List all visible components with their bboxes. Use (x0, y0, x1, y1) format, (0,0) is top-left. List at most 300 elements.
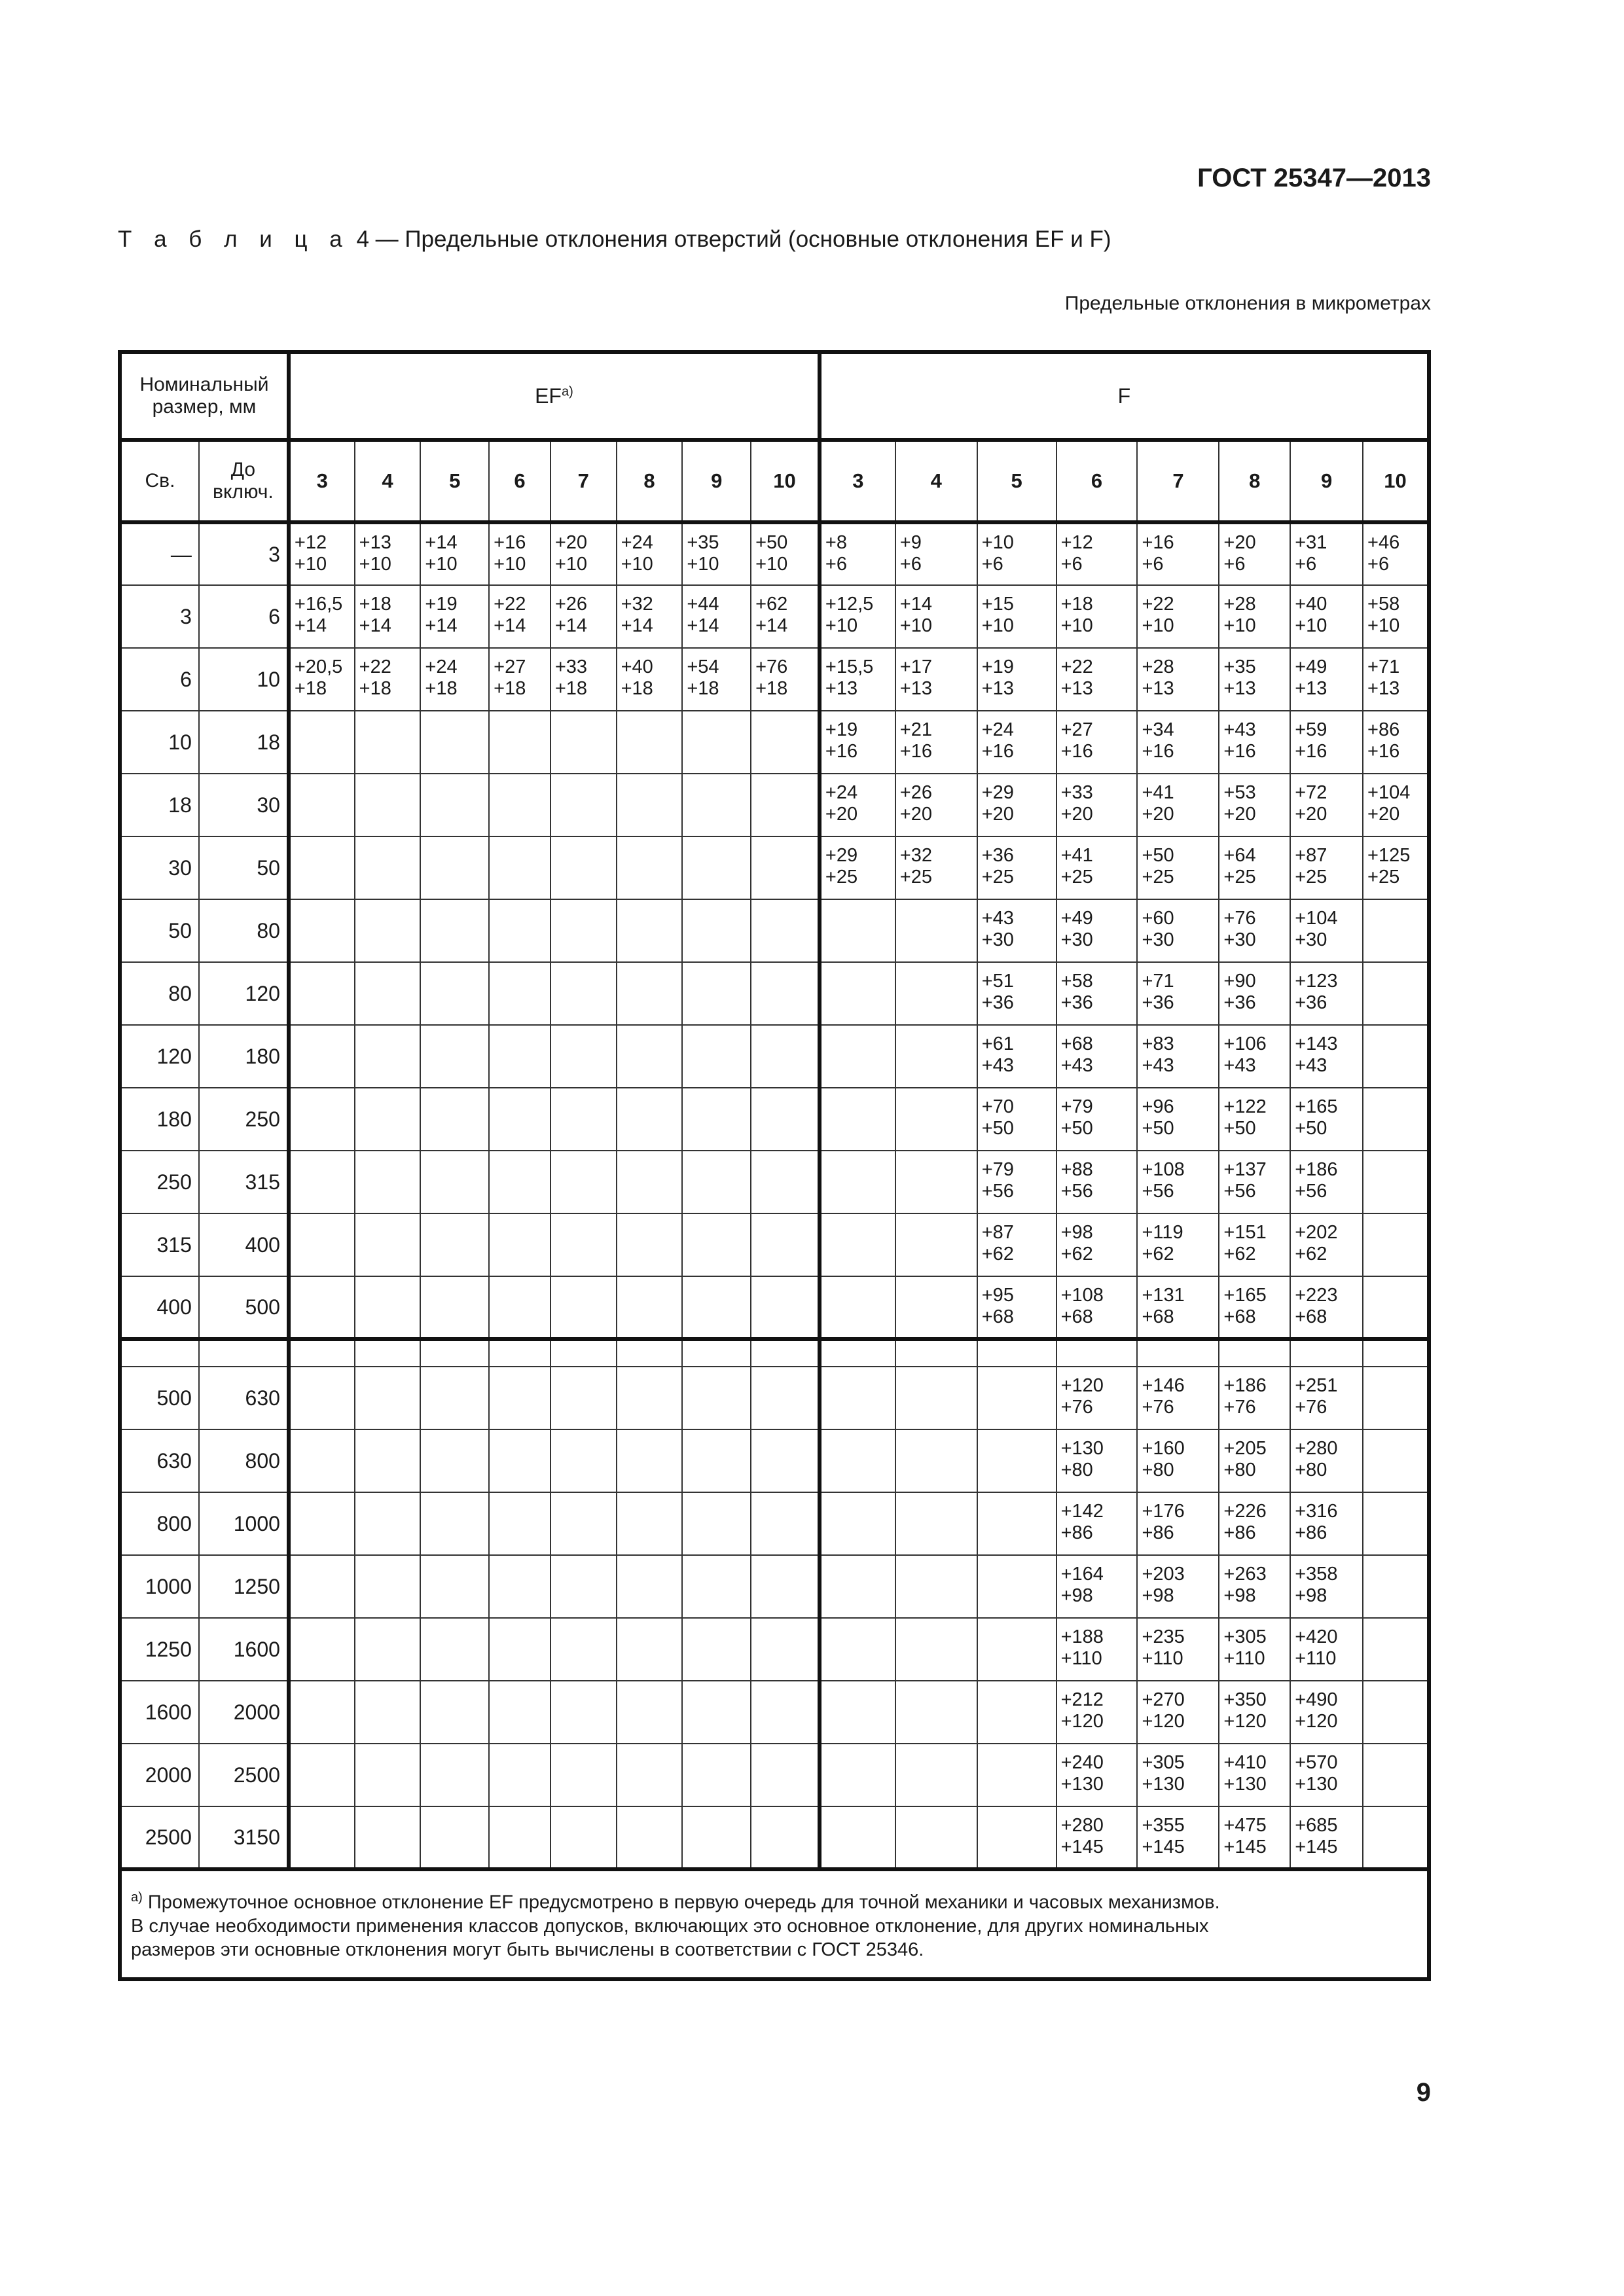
lower-deviation: +18 (359, 678, 391, 699)
lower-deviation: +18 (494, 678, 526, 699)
lower-deviation: +120 (1223, 1711, 1267, 1732)
lower-deviation: +20 (1295, 804, 1327, 825)
table-row (120, 774, 1429, 836)
f-value-cell (1137, 1618, 1219, 1681)
lower-deviation: +14 (687, 615, 719, 636)
ef-value-cell (751, 1555, 820, 1618)
table-row (120, 1744, 1429, 1806)
lower-deviation: +10 (1223, 615, 1256, 636)
lower-deviation: +62 (1142, 1244, 1174, 1265)
size-over-cell: 1000 (120, 1555, 199, 1618)
upper-deviation: +88 (1060, 1159, 1093, 1180)
lower-deviation: +36 (1060, 992, 1093, 1013)
f-value-cell (1363, 585, 1429, 648)
upper-deviation: +41 (1060, 845, 1093, 866)
f-value-cell (1219, 1555, 1290, 1618)
table-row (120, 899, 1429, 962)
ef-value-cell (289, 522, 355, 585)
upper-deviation: +43 (981, 908, 1014, 929)
f-value-cell (1219, 899, 1290, 962)
ef-value-cell (550, 1276, 617, 1339)
ef-value-cell (751, 1367, 820, 1429)
upper-deviation: +104 (1367, 782, 1411, 803)
ef-value-cell (489, 1213, 550, 1276)
ef-value-cell (355, 774, 421, 836)
table-separator-cell (355, 1339, 421, 1367)
f-value-cell (977, 711, 1056, 774)
lower-deviation: +68 (1223, 1306, 1256, 1327)
upper-deviation: +18 (1060, 594, 1093, 615)
f-value-cell (895, 1618, 977, 1681)
size-over-cell: 10 (120, 711, 199, 774)
footnote-mark: а) (131, 1890, 143, 1905)
upper-deviation: +58 (1367, 594, 1400, 615)
f-value-cell (1363, 1744, 1429, 1806)
size-upto-cell: 10 (199, 648, 289, 711)
lower-deviation: +20 (1223, 804, 1256, 825)
ef-value-cell (550, 711, 617, 774)
ef-value-cell (289, 1681, 355, 1744)
lower-deviation: +43 (1223, 1055, 1256, 1076)
upper-deviation: +33 (554, 656, 588, 677)
upper-deviation: +15,5 (825, 656, 874, 677)
ef-value-cell (420, 1555, 489, 1618)
ef-value-cell (355, 1618, 421, 1681)
lower-deviation: +50 (981, 1118, 1014, 1139)
table-separator-cell (1056, 1339, 1138, 1367)
f-value-cell (1056, 648, 1138, 711)
upper-deviation: +32 (899, 845, 932, 866)
size-over-cell: 50 (120, 899, 199, 962)
ef-value-cell (682, 1213, 751, 1276)
f-value-cell (1137, 1492, 1219, 1555)
table-separator-cell (617, 1339, 683, 1367)
upper-deviation: +22 (1060, 656, 1093, 677)
upper-deviation: +125 (1367, 845, 1411, 866)
upper-deviation: +76 (755, 656, 788, 677)
table-row (120, 1806, 1429, 1869)
ef-value-cell (617, 1429, 683, 1492)
upper-deviation: +54 (687, 656, 719, 677)
size-over-cell: 630 (120, 1429, 199, 1492)
f-value-cell (977, 522, 1056, 585)
f-value-cell (895, 1429, 977, 1492)
size-over-cell: 500 (120, 1367, 199, 1429)
f-value-cell (820, 1151, 895, 1213)
lower-deviation: +10 (359, 554, 391, 575)
upper-deviation: +186 (1223, 1375, 1267, 1396)
upper-deviation: +19 (425, 594, 458, 615)
f-value-cell (1219, 648, 1290, 711)
ef-value-cell (682, 1025, 751, 1088)
f-value-cell (1363, 1618, 1429, 1681)
table-row (120, 1088, 1429, 1151)
ef-value-cell (682, 585, 751, 648)
ef-value-cell (289, 585, 355, 648)
f-value-cell (1056, 899, 1138, 962)
upper-deviation: +64 (1223, 845, 1256, 866)
f-value-cell (1056, 962, 1138, 1025)
f-value-cell (820, 1806, 895, 1869)
table-row (120, 1367, 1429, 1429)
lower-deviation: +50 (1295, 1118, 1327, 1139)
size-upto-cell: 250 (199, 1088, 289, 1151)
f-value-cell (1219, 836, 1290, 899)
upper-deviation: +34 (1142, 719, 1174, 740)
ef-value-cell (355, 836, 421, 899)
ef-value-cell (489, 1151, 550, 1213)
upper-deviation: +123 (1295, 971, 1338, 992)
upper-deviation: +160 (1142, 1438, 1185, 1459)
f-value-cell (895, 1744, 977, 1806)
ef-value-cell (550, 774, 617, 836)
lower-deviation: +62 (1223, 1244, 1256, 1265)
table-row (120, 1618, 1429, 1681)
upper-deviation: +36 (981, 845, 1014, 866)
ef-value-cell (550, 522, 617, 585)
lower-deviation: +10 (1142, 615, 1174, 636)
f-value-cell (895, 1151, 977, 1213)
ef-value-cell (550, 1367, 617, 1429)
upper-deviation: +212 (1060, 1689, 1104, 1710)
lower-deviation: +120 (1060, 1711, 1104, 1732)
ef-value-cell (550, 1744, 617, 1806)
ef-value-cell (682, 1429, 751, 1492)
lower-deviation: +36 (1223, 992, 1256, 1013)
size-upto-cell: 120 (199, 962, 289, 1025)
ef-value-cell (682, 1618, 751, 1681)
ef-value-cell (682, 711, 751, 774)
lower-deviation: +30 (1223, 929, 1256, 950)
f-value-cell (977, 648, 1056, 711)
ef-value-cell (751, 774, 820, 836)
size-over-cell: 2000 (120, 1744, 199, 1806)
upper-deviation: +420 (1295, 1626, 1338, 1647)
lower-deviation: +36 (1295, 992, 1327, 1013)
table-row (120, 1025, 1429, 1088)
f-value-cell (1290, 1151, 1363, 1213)
size-upto-cell: 500 (199, 1276, 289, 1339)
f-value-cell (1056, 836, 1138, 899)
upper-deviation: +43 (1223, 719, 1256, 740)
ef-value-cell (489, 1367, 550, 1429)
upper-deviation: +12 (1060, 532, 1093, 553)
lower-deviation: +25 (899, 867, 932, 888)
table-title-prefix: Т а б л и ц а (118, 226, 350, 252)
table-separator-cell (895, 1339, 977, 1367)
ef-value-cell (751, 899, 820, 962)
f-value-cell (1056, 1088, 1138, 1151)
upper-deviation: +96 (1142, 1096, 1174, 1117)
ef-value-cell (420, 1744, 489, 1806)
f-value-cell (1219, 585, 1290, 648)
lower-deviation: +120 (1295, 1711, 1338, 1732)
ef-value-cell (751, 1151, 820, 1213)
upper-deviation: +28 (1142, 656, 1174, 677)
f-value-cell (1363, 1492, 1429, 1555)
size-over-cell: 6 (120, 648, 199, 711)
f-value-cell (977, 1492, 1056, 1555)
lower-deviation: +50 (1142, 1118, 1174, 1139)
f-value-cell (1219, 1806, 1290, 1869)
lower-deviation: +20 (981, 804, 1014, 825)
ef-value-cell (617, 585, 683, 648)
f-value-cell (1290, 1681, 1363, 1744)
ef-value-cell (489, 1025, 550, 1088)
table-title (118, 226, 1111, 253)
f-value-cell (1363, 836, 1429, 899)
ef-value-cell (489, 1618, 550, 1681)
upper-deviation: +280 (1295, 1438, 1338, 1459)
lower-deviation: +20 (1367, 804, 1400, 825)
f-value-cell (895, 1025, 977, 1088)
upper-deviation: +44 (687, 594, 719, 615)
f-value-cell (1219, 522, 1290, 585)
f-value-cell (1290, 1555, 1363, 1618)
upper-deviation: +108 (1142, 1159, 1185, 1180)
ef-value-cell (682, 1276, 751, 1339)
upper-deviation: +79 (1060, 1096, 1093, 1117)
table-row (120, 1492, 1429, 1555)
size-upto-cell: 3150 (199, 1806, 289, 1869)
size-over-cell: 30 (120, 836, 199, 899)
upper-deviation: +70 (981, 1096, 1014, 1117)
ef-value-cell (420, 1681, 489, 1744)
lower-deviation: +6 (981, 554, 1003, 575)
lower-deviation: +16 (825, 741, 858, 762)
upper-deviation: +305 (1223, 1626, 1267, 1647)
table-row (120, 522, 1429, 585)
ef-value-cell (550, 585, 617, 648)
upper-deviation: +13 (359, 532, 391, 553)
lower-deviation: +56 (1142, 1181, 1174, 1202)
table-row (120, 585, 1429, 648)
ef-value-cell (355, 711, 421, 774)
table-separator-cell (289, 1339, 355, 1367)
upper-deviation: +49 (1060, 908, 1093, 929)
ef-value-cell (751, 1492, 820, 1555)
f-value-cell (820, 648, 895, 711)
ef-value-cell (617, 1151, 683, 1213)
document-header: ГОСТ 25347—2013 (1197, 164, 1431, 192)
upper-deviation: +87 (981, 1222, 1014, 1243)
table-footnote (120, 1869, 1429, 1979)
lower-deviation: +43 (1142, 1055, 1174, 1076)
lower-deviation: +36 (981, 992, 1014, 1013)
lower-deviation: +145 (1142, 1837, 1185, 1857)
f-value-cell (1363, 899, 1429, 962)
ef-value-cell (355, 1213, 421, 1276)
ef-value-cell (617, 522, 683, 585)
upper-deviation: +71 (1142, 971, 1174, 992)
upper-deviation: +71 (1367, 656, 1400, 677)
lower-deviation: +76 (1223, 1397, 1256, 1418)
ef-value-cell (289, 1151, 355, 1213)
ef-value-cell (751, 585, 820, 648)
upper-deviation: +270 (1142, 1689, 1185, 1710)
upper-deviation: +26 (554, 594, 588, 615)
upper-deviation: +79 (981, 1159, 1014, 1180)
f-value-cell (1056, 1025, 1138, 1088)
lower-deviation: +130 (1223, 1774, 1267, 1795)
f-value-cell (1137, 648, 1219, 711)
f-value-cell (1363, 522, 1429, 585)
f-value-cell (1137, 1088, 1219, 1151)
upper-deviation: +86 (1367, 719, 1400, 740)
ef-value-cell (489, 585, 550, 648)
f-value-cell (1056, 711, 1138, 774)
upper-deviation: +35 (687, 532, 719, 553)
f-value-cell (895, 648, 977, 711)
ef-value-cell (289, 1744, 355, 1806)
ef-value-cell (289, 1618, 355, 1681)
size-upto-cell: 630 (199, 1367, 289, 1429)
table-row (120, 1429, 1429, 1492)
size-over-cell: 80 (120, 962, 199, 1025)
upper-deviation: +24 (981, 719, 1014, 740)
f-value-cell (977, 1213, 1056, 1276)
lower-deviation: +13 (1142, 678, 1174, 699)
f-value-cell (1056, 774, 1138, 836)
ef-value-cell (751, 1429, 820, 1492)
lower-deviation: +16 (1223, 741, 1256, 762)
ef-value-cell (420, 1088, 489, 1151)
upper-deviation: +358 (1295, 1564, 1338, 1585)
ef-value-cell (751, 1276, 820, 1339)
f-value-cell (1137, 711, 1219, 774)
ef-value-cell (751, 1213, 820, 1276)
ef-group-label: EF (535, 384, 562, 408)
ef-value-cell (682, 1744, 751, 1806)
lower-deviation: +13 (1295, 678, 1327, 699)
f-value-cell (1363, 1213, 1429, 1276)
lower-deviation: +10 (621, 554, 653, 575)
f-grade-header: 8 (1219, 440, 1290, 522)
f-value-cell (895, 1088, 977, 1151)
size-over-cell: 180 (120, 1088, 199, 1151)
lower-deviation: +10 (554, 554, 588, 575)
lower-deviation: +6 (1295, 554, 1317, 575)
upper-deviation: +685 (1295, 1815, 1338, 1836)
upper-deviation: +58 (1060, 971, 1093, 992)
ef-value-cell (420, 1806, 489, 1869)
upper-deviation: +27 (1060, 719, 1093, 740)
tolerance-table (118, 350, 1431, 1981)
lower-deviation: +145 (1223, 1837, 1267, 1857)
lower-deviation: +130 (1142, 1774, 1185, 1795)
upper-deviation: +20,5 (294, 656, 343, 677)
upper-deviation: +95 (981, 1285, 1014, 1306)
upper-deviation: +475 (1223, 1815, 1267, 1836)
f-value-cell (977, 585, 1056, 648)
ef-value-cell (420, 1151, 489, 1213)
lower-deviation: +86 (1060, 1522, 1093, 1543)
upper-deviation: +316 (1295, 1501, 1338, 1522)
f-value-cell (1363, 1806, 1429, 1869)
f-value-cell (1290, 836, 1363, 899)
f-value-cell (1137, 1681, 1219, 1744)
upper-deviation: +165 (1223, 1285, 1267, 1306)
f-value-cell (895, 1367, 977, 1429)
f-value-cell (1290, 522, 1363, 585)
ef-value-cell (420, 648, 489, 711)
f-grade-header: 6 (1056, 440, 1138, 522)
upper-deviation: +40 (1295, 594, 1327, 615)
lower-deviation: +68 (1142, 1306, 1174, 1327)
ef-value-cell (682, 648, 751, 711)
ef-value-cell (420, 774, 489, 836)
upper-deviation: +53 (1223, 782, 1256, 803)
size-upto-cell: 1250 (199, 1555, 289, 1618)
ef-value-cell (617, 1276, 683, 1339)
upper-deviation: +14 (899, 594, 932, 615)
ef-value-cell (355, 1151, 421, 1213)
ef-value-cell (617, 1744, 683, 1806)
upper-deviation: +24 (425, 656, 458, 677)
lower-deviation: +30 (1060, 929, 1093, 950)
ef-value-cell (420, 1276, 489, 1339)
upper-deviation: +120 (1060, 1375, 1104, 1396)
f-value-cell (1137, 585, 1219, 648)
ef-value-cell (550, 648, 617, 711)
upper-deviation: +12,5 (825, 594, 874, 615)
upper-deviation: +10 (981, 532, 1014, 553)
f-grade-header: 5 (977, 440, 1056, 522)
ef-value-cell (489, 648, 550, 711)
ef-value-cell (289, 1806, 355, 1869)
lower-deviation: +10 (755, 554, 788, 575)
ef-value-cell (751, 522, 820, 585)
ef-value-cell (420, 1025, 489, 1088)
lower-deviation: +25 (981, 867, 1014, 888)
upper-deviation: +305 (1142, 1752, 1185, 1773)
upper-deviation: +570 (1295, 1752, 1338, 1773)
f-value-cell (1290, 648, 1363, 711)
size-over-cell: 800 (120, 1492, 199, 1555)
upper-deviation: +50 (755, 532, 788, 553)
f-value-cell (820, 1744, 895, 1806)
ef-value-cell (289, 1276, 355, 1339)
size-upto-cell: 1000 (199, 1492, 289, 1555)
f-value-cell (1363, 1681, 1429, 1744)
f-value-cell (1137, 899, 1219, 962)
table-separator-cell (550, 1339, 617, 1367)
ef-value-cell (420, 1492, 489, 1555)
ef-value-cell (420, 522, 489, 585)
ef-value-cell (489, 899, 550, 962)
lower-deviation: +18 (554, 678, 588, 699)
lower-deviation: +110 (1295, 1648, 1337, 1669)
f-value-cell (977, 1681, 1056, 1744)
f-value-cell (1056, 1492, 1138, 1555)
f-value-cell (1363, 648, 1429, 711)
f-value-cell (820, 1555, 895, 1618)
lower-deviation: +14 (359, 615, 391, 636)
upper-deviation: +50 (1142, 845, 1174, 866)
lower-deviation: +14 (621, 615, 653, 636)
ef-value-cell (550, 1806, 617, 1869)
table-separator-cell (489, 1339, 550, 1367)
table-separator-cell (1219, 1339, 1290, 1367)
size-over-cell: 120 (120, 1025, 199, 1088)
ef-value-cell (489, 1492, 550, 1555)
ef-grade-header: 9 (682, 440, 751, 522)
f-value-cell (1363, 1151, 1429, 1213)
ef-value-cell (682, 836, 751, 899)
f-value-cell (1219, 1429, 1290, 1492)
ef-value-cell (289, 1367, 355, 1429)
f-value-cell (895, 1213, 977, 1276)
